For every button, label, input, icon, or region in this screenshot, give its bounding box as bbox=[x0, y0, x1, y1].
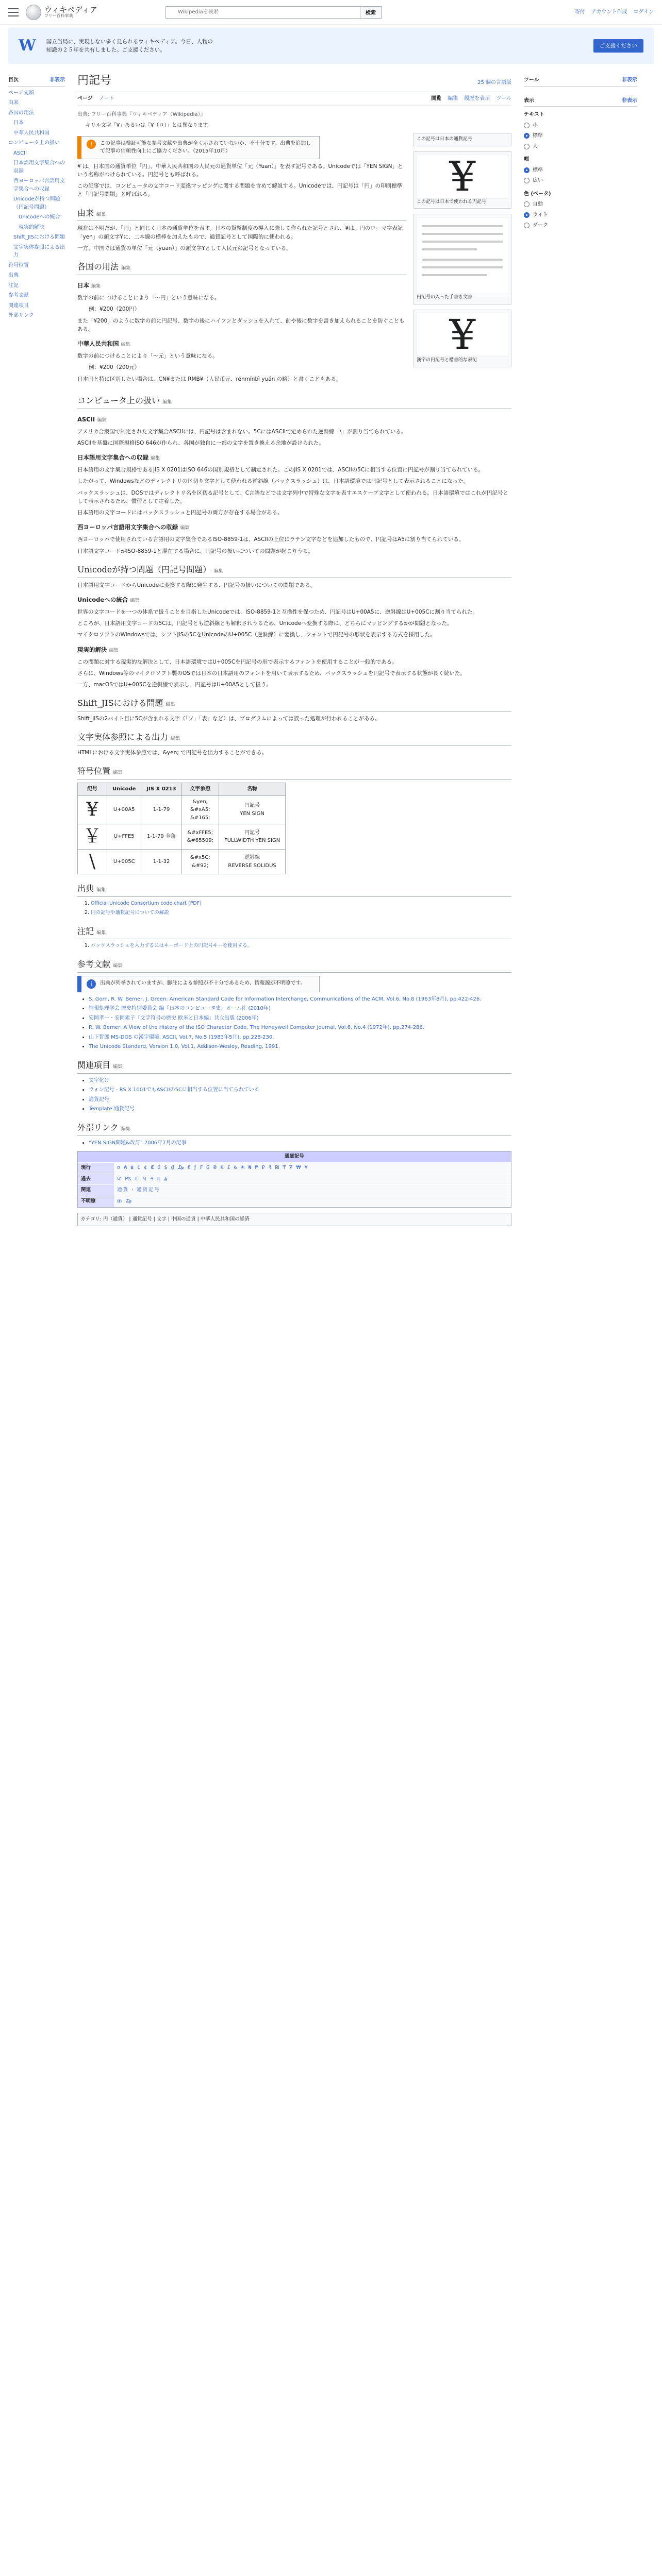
radio-icon[interactable] bbox=[524, 133, 529, 139]
toc-item-label[interactable]: 各国の用法 bbox=[8, 110, 34, 116]
radio-icon[interactable] bbox=[524, 201, 529, 207]
infobox-column bbox=[413, 133, 511, 386]
edit-link[interactable]: 編集 bbox=[171, 736, 180, 742]
section-usage-heading: 各国の用法 編集 bbox=[77, 261, 406, 275]
practical-paragraph-3: 一方、macOSではU+005Cを逆斜線で表示し、円記号はU+00A5として扱う。 bbox=[77, 682, 272, 688]
bibliography-list bbox=[77, 995, 511, 1051]
toc-item[interactable] bbox=[8, 224, 65, 232]
tab-history[interactable]: 履歴を表示 bbox=[464, 96, 490, 102]
toc-item[interactable] bbox=[8, 213, 65, 222]
japan-example: 例：¥200（200円） bbox=[89, 306, 140, 313]
table-header-cell: 名称 bbox=[219, 783, 285, 796]
toc-item-label[interactable]: 中華人民共和国 bbox=[13, 130, 49, 136]
latin1-paragraph: 西ヨーロッパで使用されている言語用の文字集合であるISO-8859-1は、ASCIIの上位にラテン文字などを追加したもので、円記号はA5に割り当てられている。 bbox=[77, 536, 465, 543]
toc-item[interactable] bbox=[8, 129, 65, 138]
menu-icon[interactable] bbox=[8, 8, 19, 16]
edit-link[interactable]: 編集 bbox=[130, 598, 140, 603]
unicode-cell: U+00A5 bbox=[107, 795, 141, 824]
section-computer-heading: コンピュータ上の扱い 編集 bbox=[77, 395, 511, 409]
external-link-item bbox=[89, 1139, 511, 1147]
edit-link[interactable]: 編集 bbox=[96, 212, 106, 217]
text-size-label: テキスト bbox=[524, 112, 544, 117]
toc-item-label[interactable]: 日本 bbox=[13, 120, 24, 126]
edit-link[interactable]: 編集 bbox=[121, 1126, 130, 1132]
section-related-heading: 関連項目 編集 bbox=[77, 1059, 511, 1074]
tab-read[interactable]: 閲覧 bbox=[431, 96, 442, 102]
toc-item[interactable] bbox=[8, 109, 65, 117]
tab-page[interactable]: ページ bbox=[77, 96, 93, 102]
related-item-link[interactable]: 文字化け bbox=[89, 1077, 109, 1083]
related-item bbox=[89, 1086, 511, 1094]
edit-link[interactable]: 編集 bbox=[162, 399, 172, 405]
related-item-link[interactable]: 通貨記号 bbox=[89, 1096, 109, 1103]
lead-paragraph: ¥ は、日本国の通貨単位「円」、中華人民共和国の人民元の通貨単位「元（Yuan）」を表す記号である。Unicodeでは「YEN SIGN」という名称がつけられている。円記号とも呼ばれる。 bbox=[77, 163, 403, 178]
search-button[interactable]: 検索 bbox=[360, 6, 382, 19]
edit-link[interactable]: 編集 bbox=[166, 702, 175, 708]
jis-paragraph: 日本語用の文字集合規格であるJIS X 0201はISO 646の国別規格として制定された。このJIS X 0201では、ASCIIの5Cに相当する位置に円記号が割り当てられている。 bbox=[77, 466, 484, 473]
practical-paragraph: この問題に対する現実的な解決として、日本語環境ではU+005Cを円記号の形で表示するフォントを使用することが一般的である。 bbox=[77, 658, 398, 665]
width-option-label: 広い bbox=[533, 178, 543, 183]
entity-paragraph: HTMLにおける文字実体参照では、&yen; で円記号を出力することができる。 bbox=[77, 750, 268, 756]
table-row bbox=[78, 795, 286, 824]
section-ext-heading: 外部リンク 編集 bbox=[77, 1122, 511, 1136]
section-biblio-heading: 参考文献 編集 bbox=[77, 958, 511, 973]
navbox-group-label: 過去 bbox=[78, 1174, 114, 1185]
warning-icon: ! bbox=[87, 140, 96, 149]
name-line: 逆斜線 bbox=[244, 855, 260, 861]
related-item bbox=[89, 1096, 511, 1104]
jis-paragraph-4: 日本語用の文字コードにはバックスラッシュと円記号の両方が存在する場合がある。 bbox=[77, 510, 283, 516]
related-item-link[interactable]: Template:通貨記号 bbox=[89, 1106, 135, 1112]
bibliography-item-link[interactable]: The Unicode Standard, Version 1.0, Vol.1, Addison-Wesley, Reading, 1991. bbox=[89, 1044, 280, 1050]
bibliography-item-link[interactable]: 情報処理学会 歴史特別委員会 編『日本のコンピュータ史』オーム社 (2010年) bbox=[89, 1006, 271, 1012]
width-options bbox=[524, 166, 637, 185]
navbox-row bbox=[78, 1162, 511, 1174]
unicode-merge-paragraph: 世界の文字コードを一つの体系で扱うことを目指したUnicodeでは、ISO-8859-1と互換性を保つため、円記号はU+00A5に、逆斜線はU+005Cに割り当てられた。 bbox=[77, 608, 478, 615]
toc-item[interactable] bbox=[8, 119, 65, 127]
text-size-option[interactable] bbox=[524, 132, 637, 140]
table-header-cell: 文字参照 bbox=[181, 783, 219, 796]
section-notes-heading: 注記 編集 bbox=[77, 925, 511, 940]
text-size-option-label: 標準 bbox=[533, 133, 543, 139]
section-refs-heading: 出典 編集 bbox=[77, 883, 511, 897]
notice-box bbox=[77, 136, 320, 159]
jis-cell: 1-1-32 bbox=[141, 849, 181, 874]
section-origin-heading: 由来 編集 bbox=[77, 207, 406, 222]
navbox-group-list[interactable]: ₠ ₧ ₤ ℳ ₰ ₶ ₷ bbox=[114, 1174, 511, 1185]
china-example: 例：¥200（200元） bbox=[89, 364, 140, 371]
ref-line: &#165; bbox=[190, 815, 210, 821]
banner-text: 国立当局に、実現しない多く見られるウィキペディア。今日、人物の知識の２５年を共有しました。ご支援ください。 bbox=[46, 38, 213, 53]
color-options bbox=[524, 200, 637, 230]
toc-item[interactable] bbox=[8, 244, 65, 260]
unicode-paragraph: 日本語用文字コードからUnicodeに変換する際に発生する、円記号の扱いについての問題である。 bbox=[77, 582, 316, 588]
ref-cell bbox=[181, 795, 219, 824]
edit-link[interactable]: 編集 bbox=[97, 417, 107, 423]
ref-cell bbox=[181, 849, 219, 874]
origin-paragraph: 現在は不明だが、「円」と同じく日本の通貨単位を表す。日本の貨幣制度の導入に際して作られた記号とされ、¥は、円のローマ字表記「yen」の頭文字Yに、二本線の横棒を加えたもので、通貨記号として国際的に使われる。 bbox=[77, 225, 403, 240]
toc-item[interactable] bbox=[8, 292, 65, 300]
edit-link[interactable]: 編集 bbox=[113, 770, 123, 776]
jis-cell: 1-1-79 全角 bbox=[141, 824, 181, 850]
banner-support-button[interactable]: ご支援ください bbox=[593, 39, 644, 53]
lead-paragraph-2: この記事では、コンピュータの文字コード変換マッピングに関する問題を含めて解説する。Unicodeでは、円記号は「円」の印刷標準と「円記号問題」と呼ばれる。 bbox=[77, 183, 402, 198]
section-codepoint-heading: 符号位置 編集 bbox=[77, 765, 511, 779]
toc-hide-link[interactable]: 非表示 bbox=[49, 77, 65, 83]
toc-item[interactable] bbox=[8, 272, 65, 280]
toc-item-label[interactable]: 外部リンク bbox=[8, 313, 34, 318]
toc-title: 目次 bbox=[8, 77, 19, 83]
toc-item[interactable] bbox=[8, 195, 65, 211]
toc-item[interactable] bbox=[8, 282, 65, 290]
toc-list bbox=[8, 89, 65, 320]
table-header-row bbox=[78, 783, 286, 796]
section-entity-heading: 文字実体参照による出力 編集 bbox=[77, 731, 511, 745]
edit-link[interactable]: 編集 bbox=[113, 963, 123, 969]
edit-link[interactable]: 編集 bbox=[96, 888, 106, 893]
color-option-label: 自動 bbox=[533, 201, 543, 207]
ascii-paragraph: アメリカ合衆国で制定された文字集合ASCIIには、円記号は含まれない。5CにはASCIIで定められた逆斜線「\」が割り当てられている。 bbox=[77, 428, 407, 435]
jis-paragraph-3: バックスラッシュは、DOSではディレクトリ名を区切る記号として、C言語などでは文字列中で特殊な文字を表すエスケープ文字として使われる。日本語環境ではこれが円記号として表示されるため、慣習として定着した。 bbox=[77, 489, 509, 504]
login-link[interactable]: ログイン bbox=[633, 9, 654, 15]
toc-item-label[interactable]: 文字実体参照による出力 bbox=[13, 244, 65, 258]
tools-hide-link[interactable]: 非表示 bbox=[622, 77, 637, 83]
unicode-merge-paragraph-2: ところが、日本語用文字コードの5Cは、円記号とも逆斜線とも解釈されうるため、Unicodeへ変換する際に、どちらにマッピングするかが問題となった。 bbox=[77, 620, 453, 627]
appearance-title: 表示 bbox=[524, 97, 534, 104]
width-option[interactable] bbox=[524, 166, 637, 175]
toc-item-label[interactable]: 注記 bbox=[8, 282, 19, 289]
toc-item-label[interactable]: ページ先頭 bbox=[8, 90, 34, 96]
bibliography-item-link[interactable]: 安岡孝一・安岡素子『文字符号の歴史 欧米と日本編』共立出版 (2006年) bbox=[89, 1015, 259, 1021]
external-links-list bbox=[77, 1139, 511, 1147]
tools-sidebar bbox=[519, 72, 637, 1231]
text-size-option[interactable] bbox=[524, 143, 637, 151]
ref-line: &#65509; bbox=[187, 838, 213, 844]
bibliography-item bbox=[89, 1014, 511, 1023]
w-logo-icon: W bbox=[19, 36, 36, 55]
table-row bbox=[78, 849, 286, 874]
appearance-hide-link[interactable]: 非表示 bbox=[622, 97, 637, 104]
categories-box[interactable]: カテゴリ: 円（通貨） | 通貨記号 | 文字 | 中国の通貨 | 中華人民共和国の経済 bbox=[77, 1213, 511, 1227]
edit-link[interactable]: 編集 bbox=[151, 456, 160, 462]
infobox-image-2: 円記号の入った手書き文書 bbox=[413, 214, 511, 304]
toc-item[interactable] bbox=[8, 177, 65, 193]
latin1-paragraph-2: 日本語文字コードがISO-8859-1と混在する場合に、円記号の扱いについての問題が起こりうる。 bbox=[77, 548, 314, 554]
notes-list bbox=[77, 942, 511, 950]
related-item bbox=[89, 1105, 511, 1113]
width-option[interactable] bbox=[524, 177, 637, 185]
toc-item[interactable] bbox=[8, 159, 65, 175]
toc-item-label[interactable]: 西ヨーロッパ言語用文字集合への収録 bbox=[13, 178, 65, 192]
china-paragraph-2: 日本円と特に区別したい場合は、CN¥または RMB¥（人民币元、rénmínbì yuán の略）と書くこともある。 bbox=[77, 376, 342, 382]
toc-item-label[interactable]: 日本語用文字集合への収録 bbox=[13, 160, 65, 174]
unicode-cell: U+FFE5 bbox=[107, 824, 141, 850]
wiki-logo[interactable] bbox=[26, 5, 124, 20]
infobox-image-1: ¥ この記号は日本で使われる円記号 bbox=[413, 151, 511, 209]
reference-item-link[interactable]: Official Unicode Consortium code chart (PDF) bbox=[91, 901, 202, 907]
text-size-option[interactable] bbox=[524, 122, 637, 130]
name-line: REVERSE SOLIDUS bbox=[228, 862, 276, 869]
toc-item[interactable] bbox=[8, 89, 65, 97]
toc-item-label[interactable]: ASCII bbox=[13, 150, 27, 156]
table-header-cell: 記号 bbox=[78, 783, 107, 796]
from-line: 出典: フリー百科事典『ウィキペディア（Wikipedia）』 bbox=[77, 111, 206, 117]
related-list bbox=[77, 1077, 511, 1113]
ref-line: &#xFFE5; bbox=[187, 829, 213, 836]
edit-link[interactable]: 編集 bbox=[91, 284, 101, 290]
toc-item-label[interactable]: 由来 bbox=[8, 100, 19, 106]
navbox-row bbox=[78, 1174, 511, 1185]
bibliography-item bbox=[89, 1024, 511, 1032]
navbox-group-label: 現行 bbox=[78, 1163, 114, 1174]
navbox-group-list[interactable]: 通貨 · 通貨記号 bbox=[114, 1185, 511, 1196]
navbox-group-label: 関連 bbox=[78, 1185, 114, 1196]
bibliography-item-link[interactable]: S. Gorn, R. W. Bemer, J. Green: American Standard Code for Information Interchange, Communications of the ACM, Vol.6, No.8 (1963年8月), pp.422-426. bbox=[89, 996, 482, 1002]
bibliography-item bbox=[89, 995, 511, 1004]
name-cell bbox=[219, 849, 285, 874]
name-cell bbox=[219, 795, 285, 824]
toc-item[interactable] bbox=[8, 312, 65, 320]
navbox-title: 通貨記号 bbox=[78, 1151, 511, 1162]
practical-paragraph-2: さらに、Windows等のマイクロソフト製のOSでは日本の日本語用のフォントを用いて表示するため、バックスラッシュを円記号で表示する状態が長く続いた。 bbox=[77, 670, 466, 676]
bibliography-item-link[interactable]: R. W. Bemer: A View of the History of the ISO Character Code, The Honeywell Computer Journal, Vol.6, No.4 (1972年), pp.274-286. bbox=[89, 1025, 424, 1031]
notice-text: この記事は検証可能な参考文献や出典が全く示されていないか、不十分です。出典を追加して記事の信頼性向上にご協力ください。（2015年10月） bbox=[100, 140, 311, 155]
width-label: 幅 bbox=[524, 157, 529, 162]
unicode-cell: U+005C bbox=[107, 849, 141, 874]
toc-item-label[interactable]: 現実的解決 bbox=[19, 224, 44, 230]
navbox-row bbox=[78, 1196, 511, 1207]
ref-line: &yen; bbox=[192, 799, 208, 805]
table-row bbox=[78, 824, 286, 850]
bibliography-item bbox=[89, 1033, 511, 1042]
radio-icon[interactable] bbox=[524, 178, 529, 183]
toc-item-label[interactable]: Unicodeへの統合 bbox=[19, 214, 60, 220]
references-list bbox=[77, 900, 511, 917]
currency-navbox bbox=[77, 1151, 511, 1208]
create-account-link[interactable]: アカウント作成 bbox=[591, 9, 627, 15]
toc-item-label[interactable]: 参考文献 bbox=[8, 293, 29, 298]
bibliography-item bbox=[89, 1005, 511, 1013]
tab-talk[interactable]: ノート bbox=[98, 96, 114, 102]
related-item bbox=[89, 1077, 511, 1085]
table-header-cell: JIS X 0213 bbox=[141, 783, 181, 796]
navbox-group-label: 不明瞭 bbox=[78, 1196, 114, 1207]
table-header-cell: Unicode bbox=[107, 783, 141, 796]
japan-heading: 日本 編集 bbox=[77, 282, 101, 290]
name-line: 円記号 bbox=[244, 803, 260, 809]
ref-line: &#xA5; bbox=[190, 807, 210, 813]
radio-icon[interactable] bbox=[524, 123, 529, 128]
edit-link[interactable]: 編集 bbox=[113, 1064, 123, 1070]
radio-icon[interactable] bbox=[524, 144, 529, 149]
text-size-option-label: 小 bbox=[533, 122, 538, 128]
note-item bbox=[91, 942, 511, 950]
toc-item-label[interactable]: コンピュータ上の扱い bbox=[8, 140, 60, 146]
china-paragraph: 数字の前につけることにより「～元」という意味になる。 bbox=[77, 352, 218, 359]
article bbox=[70, 72, 519, 1231]
navbox-group-list[interactable]: ¤ ₳ ฿ ₵ ¢ ₡ ₢ $ ₫ ₯ € ƒ ₣ ₲ ₴ ₭ £ ₺ ₼ ₦ ₱ ₽ ₹ ₪ ₸ ₮ ₩ ¥ bbox=[114, 1163, 511, 1174]
name-cell bbox=[219, 824, 285, 850]
external-link-item-link[interactable]: "YEN SIGN問題&改訂" 2006年7月の記事 bbox=[89, 1140, 187, 1146]
toc-item[interactable] bbox=[8, 139, 65, 147]
china-heading: 中華人民共和国 編集 bbox=[77, 340, 130, 348]
user-links bbox=[575, 8, 654, 16]
codepoint-table bbox=[77, 783, 286, 874]
tools-title: ツール bbox=[524, 77, 539, 83]
edit-link[interactable]: 編集 bbox=[121, 266, 131, 272]
ref-line: &#x5C; bbox=[190, 855, 210, 861]
japan-paragraph-2: また「¥200」のように数字の前に円記号、数字の後にハイフンとダッシュを入れて、前や後に数字を書き加えられることを防ぐこともある。 bbox=[77, 317, 405, 332]
color-option[interactable] bbox=[524, 222, 637, 230]
section-unicode-heading: Unicodeが持つ問題（円記号問題） 編集 bbox=[77, 564, 511, 578]
page-tabs bbox=[77, 95, 511, 106]
toc-item[interactable] bbox=[8, 302, 65, 310]
tab-edit[interactable]: 編集 bbox=[448, 96, 458, 102]
symbol-cell: \ bbox=[78, 849, 107, 874]
globe-icon bbox=[26, 5, 41, 20]
related-item-link[interactable]: ウォン記号 - RS X 1001でもASCIIの5Cに相当する位置に当てられている bbox=[89, 1087, 259, 1093]
page-title: 円記号 bbox=[77, 74, 112, 87]
origin-paragraph-2: 一方、中国では通貨の単位「元（yuan）」の頭文字Yとして人民元の記号となっている。 bbox=[77, 245, 292, 251]
symbol-cell: ￥ bbox=[78, 824, 107, 850]
text-size-options bbox=[524, 122, 637, 151]
toc-item[interactable] bbox=[8, 262, 65, 270]
language-button[interactable]: 25 個の言語版 bbox=[477, 80, 511, 86]
yen-glyph-image: ¥ bbox=[417, 155, 508, 199]
name-line: FULLWIDTH YEN SIGN bbox=[224, 838, 280, 844]
toc-item-label[interactable]: Shift_JISにおける問題 bbox=[13, 234, 65, 240]
handwritten-document-image bbox=[417, 217, 508, 294]
width-option-label: 標準 bbox=[533, 167, 543, 173]
color-option-label: ダーク bbox=[533, 223, 548, 228]
jis-paragraph-2: したがって、Windowsなどのディレクトリの区切り文字として使われる逆斜線（バックスラッシュ）は、日本語環境では円記号として表示されることになった。 bbox=[77, 478, 469, 485]
yen-glyph-image-2: ¥ bbox=[417, 313, 508, 357]
fundraising-banner bbox=[8, 28, 654, 64]
reference-item-link[interactable]: 円の記号や通貨記号についての解説 bbox=[91, 909, 169, 916]
symbol-cell: ¥ bbox=[78, 795, 107, 824]
ref-cell bbox=[181, 824, 219, 850]
toc-item[interactable] bbox=[8, 233, 65, 242]
radio-icon[interactable] bbox=[524, 167, 529, 173]
latin1-heading: 西ヨーロッパ言語用文字集合への収録 編集 bbox=[77, 523, 190, 531]
infobox-notice: この記号は日本の通貨記号 bbox=[413, 133, 511, 146]
search-input[interactable] bbox=[165, 6, 360, 19]
edit-link[interactable]: 編集 bbox=[109, 648, 119, 653]
biblio-notice-box: i 出典が列挙されていますが、脚注による参照が不十分であるため、情報源が不明瞭です。 bbox=[77, 976, 320, 992]
bibliography-item bbox=[89, 1043, 511, 1051]
toc-item[interactable] bbox=[8, 99, 65, 107]
edit-link[interactable]: 編集 bbox=[96, 930, 106, 936]
infobox-image-3: ¥ 漢字の円記号と楷書的な表記 bbox=[413, 310, 511, 367]
ascii-heading: ASCII 編集 bbox=[77, 415, 107, 423]
note-item-link[interactable]: バックスラッシュを入力するにはキーボード上の円記号キーを使用する。 bbox=[91, 943, 253, 949]
reference-item bbox=[91, 900, 511, 908]
navbox-group-list[interactable]: ₥ ₯ bbox=[114, 1196, 511, 1207]
wordmark: ウィキペディア bbox=[44, 5, 97, 14]
tab-tools[interactable]: ツール bbox=[496, 96, 511, 102]
toc-item-label[interactable]: 出典 bbox=[8, 273, 19, 278]
sjis-paragraph: Shift_JISの2バイト目に5Cが含まれる文字（「ソ」「表」など）は、プログラムによっては誤った処理が行われることがある。 bbox=[77, 716, 380, 722]
toc-item-label[interactable]: Unicodeが持つ問題（円記号問題） bbox=[13, 196, 60, 210]
navbox-row bbox=[78, 1184, 511, 1196]
tagline: フリー百科事典 bbox=[44, 13, 73, 19]
radio-icon[interactable] bbox=[524, 223, 529, 228]
toc-item[interactable] bbox=[8, 149, 65, 158]
donate-link[interactable]: 寄付 bbox=[574, 9, 585, 15]
name-line: YEN SIGN bbox=[240, 810, 264, 817]
edit-link[interactable]: 編集 bbox=[180, 526, 190, 531]
toc-item-label[interactable]: 符号位置 bbox=[8, 262, 29, 268]
radio-icon[interactable] bbox=[524, 212, 529, 218]
section-sjis-heading: Shift_JISにおける問題 編集 bbox=[77, 697, 511, 711]
ref-line: &#92; bbox=[192, 862, 209, 869]
hatnote: キリル文字「Ұ」あるいは「Ұ（ロ）」とは異なります。 bbox=[86, 123, 213, 129]
toc-item-label[interactable]: 関連項目 bbox=[8, 302, 29, 309]
toc-sidebar bbox=[8, 72, 70, 1231]
jis-cell: 1-1-79 bbox=[141, 795, 181, 824]
japan-paragraph: 数字の前に つけることにより「～円」という意味になる。 bbox=[77, 294, 220, 301]
search-box bbox=[165, 6, 382, 19]
ascii-paragraph-2: ASCIIを基盤に国際規格ISO 646が作られ、各国が独自に一部の文字を置き換える余地が設けられた。 bbox=[77, 439, 324, 446]
unicode-merge-heading: Unicodeへの統合 編集 bbox=[77, 596, 140, 603]
color-option[interactable] bbox=[524, 211, 637, 219]
text-size-option-label: 大 bbox=[533, 143, 538, 149]
practical-heading: 現実的解決 編集 bbox=[77, 646, 119, 653]
color-option[interactable] bbox=[524, 200, 637, 209]
info-icon: i bbox=[87, 979, 96, 989]
header bbox=[0, 0, 662, 25]
color-label: 色 (ベータ) bbox=[524, 191, 551, 197]
color-option-label: ライト bbox=[533, 212, 548, 218]
jis-heading: 日本語用文字集合への収録 編集 bbox=[77, 454, 160, 462]
reference-item bbox=[91, 909, 511, 917]
bibliography-item-link[interactable]: 山下哲郎 MS-DOS の漢字環境, ASCII, Vol.7, No.5 (1983年5月), pp.228-230. bbox=[89, 1034, 274, 1040]
edit-link[interactable]: 編集 bbox=[213, 568, 223, 574]
unicode-merge-paragraph-3: マイクロソフトのWindowsでは、シフトJISの5CをUnicodeのU+005C（逆斜線）に変換し、フォントで円記号の形状を表示する方式を採用した。 bbox=[77, 632, 436, 638]
edit-link[interactable]: 編集 bbox=[121, 342, 130, 348]
name-line: 円記号 bbox=[244, 829, 260, 836]
